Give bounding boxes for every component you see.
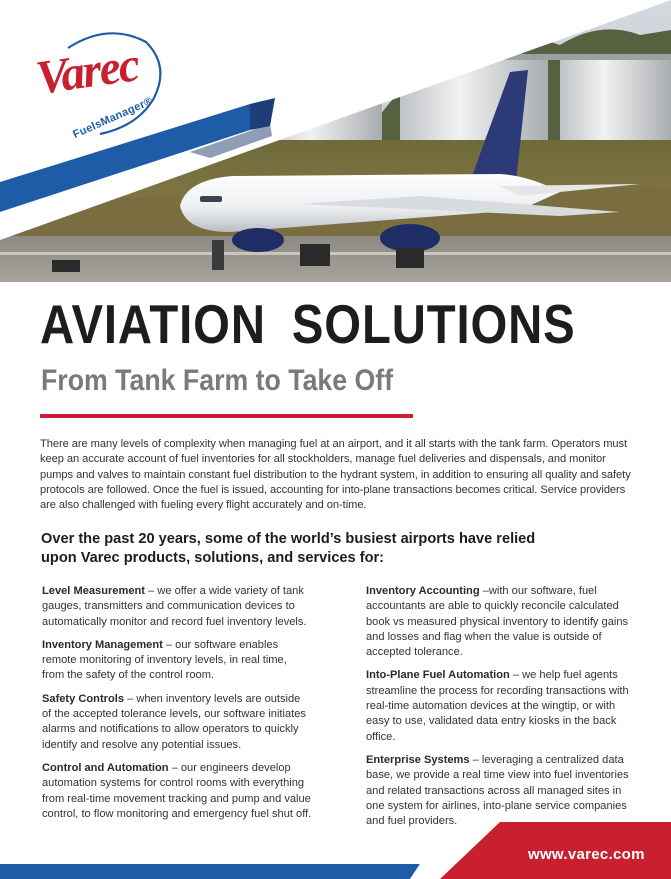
hero-banner — [0, 0, 671, 282]
service-item-text: – we offer a wide variety of tank gauges, transmitters and communication devices to automatically monitor and record fuel inventory levels. — [42, 585, 307, 628]
page-title: AVIATION SOLUTIONS — [40, 293, 576, 355]
page-subtitle: From Tank Farm to Take Off — [41, 364, 394, 397]
service-item-title: Control and Automation — [42, 761, 169, 774]
service-item-title: Safety Controls — [42, 692, 124, 705]
logo-product-text: FuelsManager® — [71, 95, 155, 141]
service-item-title: Inventory Management — [42, 638, 163, 651]
logo-brand-text: Varec — [32, 38, 142, 105]
service-item-level-measurement — [42, 584, 312, 630]
website-link[interactable]: www.varec.com — [528, 846, 645, 863]
service-item-inventory-accounting — [366, 584, 632, 660]
service-item-text: – leveraging a centralized data base, we provide a real time view into fuel inventories and related transactions across all managed sites in one system for airlines, into-plane service companies and fuel providers. — [366, 753, 629, 828]
service-item-enterprise-systems — [366, 753, 632, 829]
service-item-title: Level Measurement — [42, 585, 145, 597]
service-item-text: – our software enables remote monitoring of inventory levels, in real time, from the safety of the control room. — [42, 638, 287, 682]
service-item-text: – our engineers develop automation systems for control rooms with everything from real-time movement tracking and pump and value control, to flow monitoring and emergency fuel shut off. — [42, 761, 312, 820]
service-item-text: – when inventory levels are outside of the accepted tolerance levels, our software initiates alarms and notifications to allow operators to quickly identify and resolve any potential issues. — [42, 692, 306, 751]
service-item-inventory-management — [42, 638, 312, 684]
lead-statement: Over the past 20 years, some of the world’s busiest airports have relied upon Varec products, solutions, and services for: — [41, 531, 536, 566]
service-item-title: Inventory Accounting — [366, 585, 480, 597]
service-item-title: Into-Plane Fuel Automation — [366, 669, 510, 682]
varec-logo — [30, 26, 170, 146]
service-item-control-automation — [42, 761, 312, 822]
service-item-safety-controls — [42, 692, 312, 753]
service-item-text: – we help fuel agents streamline the process for recording transactions with real-time automation devices at the wingtip, or with easy to use, validated data entry kiosks in the back office. — [366, 669, 629, 743]
right-column — [366, 584, 632, 837]
service-item-text: –with our software, fuel accountants are able to quickly reconcile calculated book vs measured physical inventory to identify gains and losses and flag when the value is outside of accepted tolerance. — [366, 585, 629, 659]
service-item-title: Enterprise Systems — [366, 753, 470, 766]
service-item-into-plane-automation — [366, 668, 632, 744]
title-divider — [40, 414, 413, 418]
left-column — [42, 584, 312, 830]
intro-paragraph: There are many levels of complexity when managing fuel at an airport, and it all starts with the tank farm. Operators must keep an accurate account of fuel inventories for all stockholders, manage fuel deliveries and dispensals, and monitor pumps and valves to maintain constant fuel distribution to the hydrant system, in addition to ensuring all quality and safety protocols are followed. Once the fuel is issued, accounting for into-plane transactions becomes critical. Service providers are also challenged with fueling every flight accurately and on-time. — [40, 438, 631, 512]
